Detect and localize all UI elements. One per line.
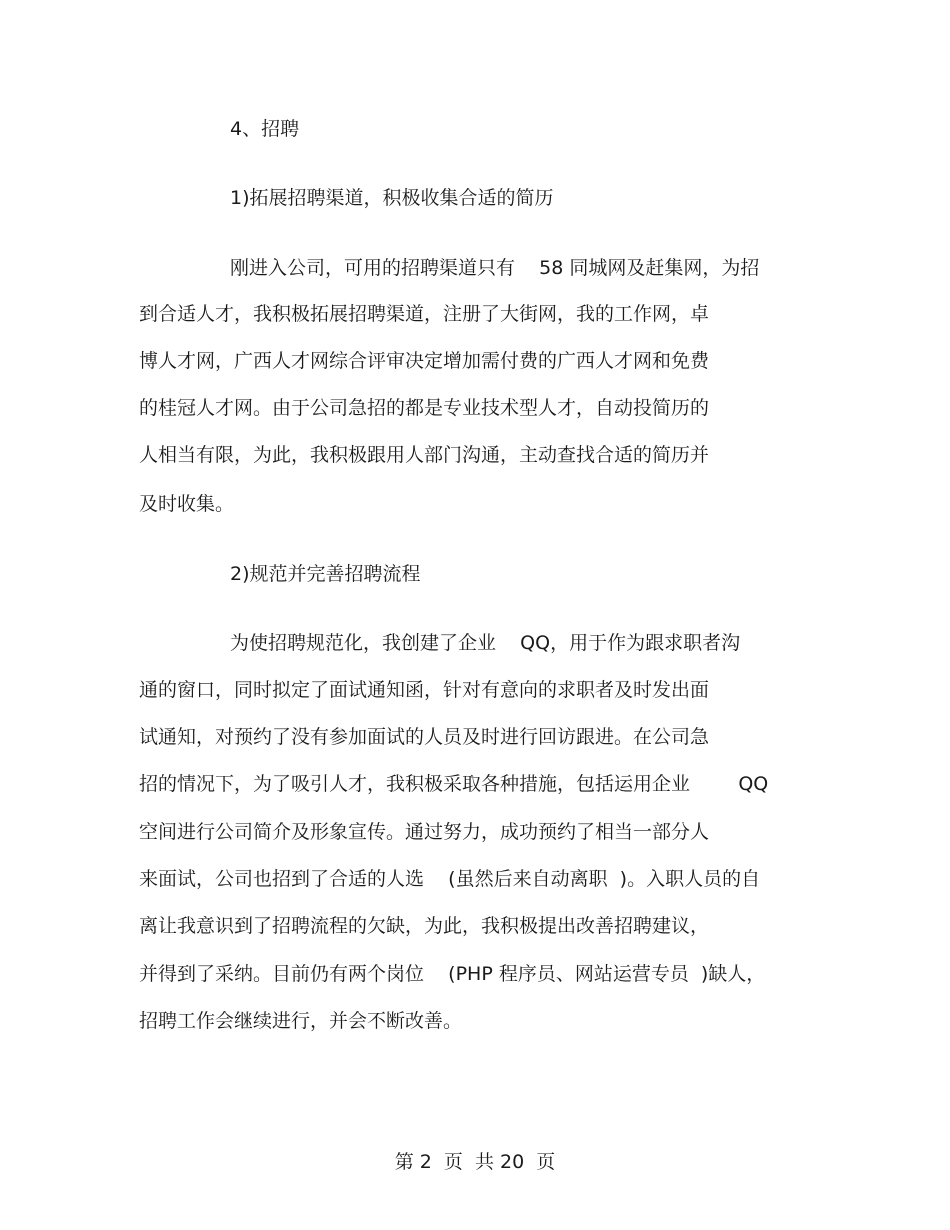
subsection-heading-2: 2)规范并完善招聘流程	[230, 563, 421, 585]
paragraph-line: 刚进入公司，可用的招聘渠道只有 58 同城网及赶集网，为招	[230, 257, 760, 279]
paragraph-line: 的桂冠人才网。由于公司急招的都是专业技术型人才，自动投简历的	[139, 397, 710, 419]
paragraph-line: 并得到了采纳。目前仍有两个岗位 (PHP 程序员、网站运营专员 )缺人，	[139, 963, 766, 985]
paragraph-line: 招的情况下，为了吸引人才，我积极采取各种措施，包括运用企业 QQ	[139, 773, 769, 795]
paragraph-line: 招聘工作会继续进行，并会不断改善。	[139, 1010, 463, 1032]
paragraph-line: 空间进行公司简介及形象宣传。通过努力，成功预约了相当一部分人	[139, 821, 710, 843]
page-footer: 第 2 页 共 20 页	[394, 1151, 556, 1173]
section-heading: 4、招聘	[230, 118, 300, 140]
paragraph-line: 离让我意识到了招聘流程的欠缺，为此，我积极提出改善招聘建议，	[139, 915, 710, 937]
paragraph-line: 博人才网，广西人才网综合评审决定增加需付费的广西人才网和免费	[139, 350, 710, 372]
paragraph-line: 试通知，对预约了没有参加面试的人员及时进行回访跟进。在公司急	[139, 726, 710, 748]
paragraph-line: 来面试，公司也招到了合适的人选 (虽然后来自动离职 )。入职人员的自	[139, 868, 761, 890]
paragraph-line: 通的窗口，同时拟定了面试通知函，针对有意向的求职者及时发出面	[139, 679, 710, 701]
paragraph-line: 人相当有限，为此，我积极跟用人部门沟通，主动查找合适的简历并	[139, 444, 710, 466]
subsection-heading-1: 1)拓展招聘渠道，积极收集合适的简历	[230, 187, 554, 209]
paragraph-line: 到合适人才，我积极拓展招聘渠道，注册了大街网，我的工作网，卓	[139, 303, 710, 325]
paragraph-line: 为使招聘规范化，我创建了企业 QQ，用于作为跟求职者沟	[230, 632, 741, 654]
paragraph-line: 及时收集。	[139, 493, 235, 515]
